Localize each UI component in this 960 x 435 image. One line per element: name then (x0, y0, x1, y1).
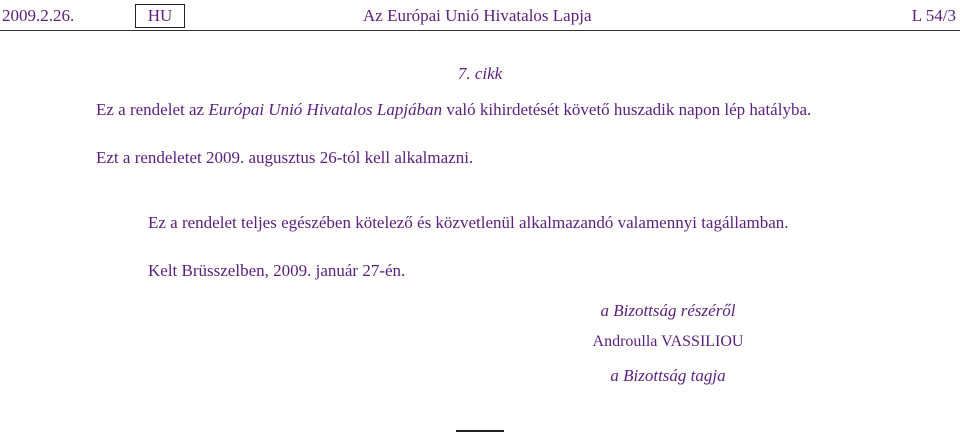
end-of-document-rule (456, 430, 504, 432)
publication-date: 2009.2.26. (2, 6, 75, 25)
para1-italic-journal: Európai Unió Hivatalos Lapjában (208, 100, 443, 119)
article-number: 7. cikk (457, 64, 503, 83)
signature-for-line: a Bizottság részéről (600, 301, 736, 320)
signatory-role: a Bizottság tagja (610, 366, 726, 385)
header-rule (0, 30, 960, 31)
journal-title: Az Európai Unió Hivatalos Lapja (363, 6, 592, 25)
article-paragraph-application-date: Ezt a rendeletet 2009. augusztus 26-tól kell alkalmazni. (96, 148, 474, 167)
article-paragraph-entry-into-force (96, 100, 811, 120)
para1-text-start: Ez a rendelet az (96, 100, 209, 119)
page-reference: L 54/3 (911, 6, 956, 25)
language-code-box: HU (135, 4, 185, 28)
para1-text-end: való kihirdetését követő huszadik napon lép hatályba. (442, 100, 812, 119)
page-header (0, 4, 960, 30)
binding-statement: Ez a rendelet teljes egészében kötelező és közvetlenül alkalmazandó valamennyi tagállamban. (148, 213, 789, 232)
done-at-statement: Kelt Brüsszelben, 2009. január 27-én. (148, 261, 406, 280)
signatory-name: Androulla VASSILIOU (592, 333, 744, 350)
